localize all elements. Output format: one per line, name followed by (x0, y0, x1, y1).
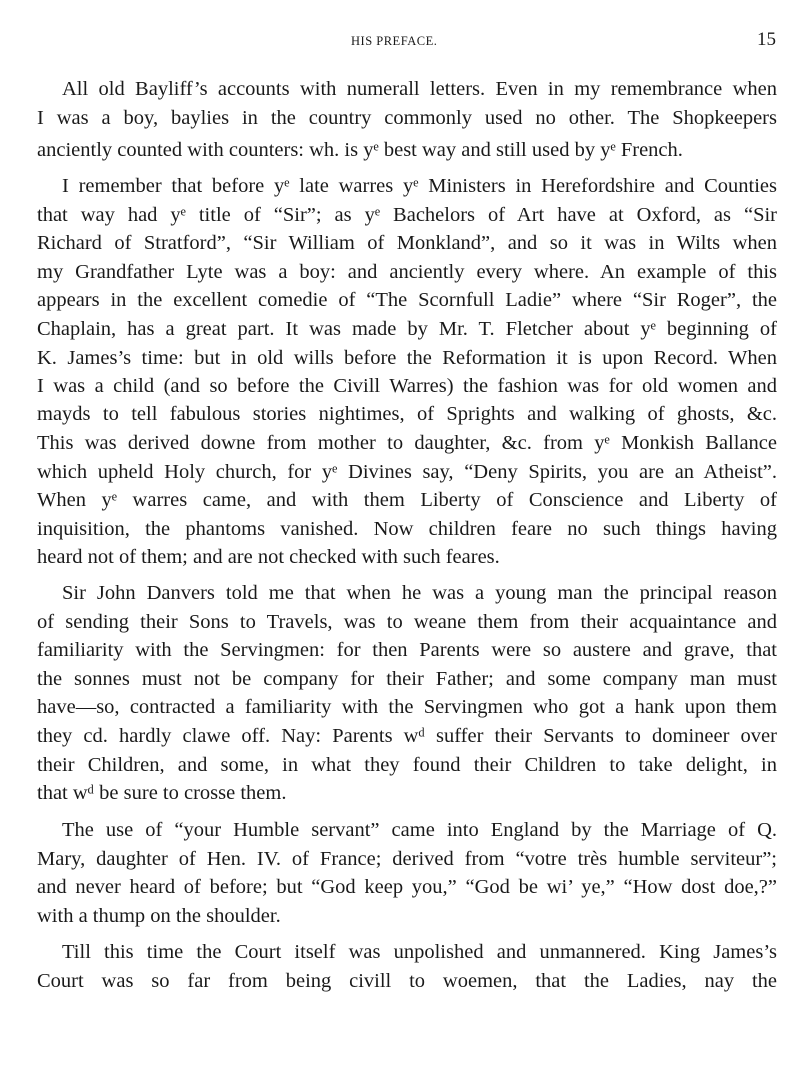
paragraph-first-line: Sir John Danvers told me that when he was a young man the principal reason (62, 582, 777, 604)
text-line: Mary, daughter of Hen. IV. of France; derived from “votre très humble serviteur”; (37, 848, 777, 870)
paragraph-first-line: All old Bayliff’s accounts with numerall letters. Even in my remembrance when (62, 78, 777, 100)
text-line: I was a boy, baylies in the country commonly used no other. The Shopkeepers (37, 107, 777, 129)
text-line: with a thump on the shoulder. (37, 905, 281, 927)
paragraph-first-line: The use of “your Humble servant” came into England by the Marriage of Q. (62, 819, 777, 841)
text-line: familiarity with the Servingmen: for then Parents were so austere and grave, that (37, 639, 777, 661)
text-line: the sonnes must not be company for their Father; and some company man must (37, 668, 777, 690)
text-line: their Children, and some, in what they found their Children to take delight, in (37, 754, 777, 776)
text-line: anciently counted with counters: wh. is yᵉ best way and still used by yᵉ French. (37, 139, 683, 161)
text-line: Court was so far from being civill to woemen, that the Ladies, nay the (37, 970, 777, 992)
text-line: heard not of them; and are not checked with such feares. (37, 546, 500, 568)
text-line: have—so, contracted a familiarity with the Servingmen who got a hank upon them (37, 696, 777, 718)
text-line: which upheld Holy church, for yᵉ Divines say, “Deny Spirits, you are an Atheist”. (37, 461, 777, 483)
text-line: inquisition, the phantoms vanished. Now children feare no such things having (37, 518, 777, 540)
text-line: mayds to tell fabulous stories nightimes, of Sprights and walking of ghosts, &c. (37, 403, 777, 425)
text-line: that way had yᵉ title of “Sir”; as yᵉ Bachelors of Art have at Oxford, as “Sir (37, 204, 777, 226)
text-line: When yᵉ warres came, and with them Liberty of Conscience and Liberty of (37, 489, 777, 511)
text-line: K. James’s time: but in old wills before the Reformation it is upon Record. When (37, 347, 777, 369)
running-head: HIS PREFACE. (351, 34, 438, 48)
page-header (0, 29, 800, 56)
text-line: and never heard of before; but “God keep you,” “God be wi’ ye,” “How dost doe,?” (37, 876, 777, 898)
text-line: that wᵈ be sure to crosse them. (37, 782, 287, 804)
text-line: appears in the excellent comedie of “The Scornfull Ladie” where “Sir Roger”, the (37, 289, 777, 311)
text-line: This was derived downe from mother to daughter, &c. from yᵉ Monkish Ballance (37, 432, 777, 454)
paragraph-first-line: I remember that before yᵉ late warres yᵉ Ministers in Herefordshire and Counties (62, 175, 777, 197)
page-number: 15 (757, 29, 776, 50)
text-line: my Grandfather Lyte was a boy: and anciently every where. An example of this (37, 261, 777, 283)
text-line: of sending their Sons to Travels, was to weane them from their acquaintance and (37, 611, 777, 633)
text-line: they cd. hardly clawe off. Nay: Parents wᵈ suffer their Servants to domineer over (37, 725, 777, 747)
text-line: I was a child (and so before the Civill Warres) the fashion was for old women and (37, 375, 777, 397)
text-line: Chaplain, has a great part. It was made by Mr. T. Fletcher about yᵉ beginning of (37, 318, 777, 340)
text-line: Richard of Stratford”, “Sir William of Monkland”, and so it was in Wilts when (37, 232, 777, 254)
paragraph-first-line: Till this time the Court itself was unpolished and unmannered. King James’s (62, 941, 777, 963)
